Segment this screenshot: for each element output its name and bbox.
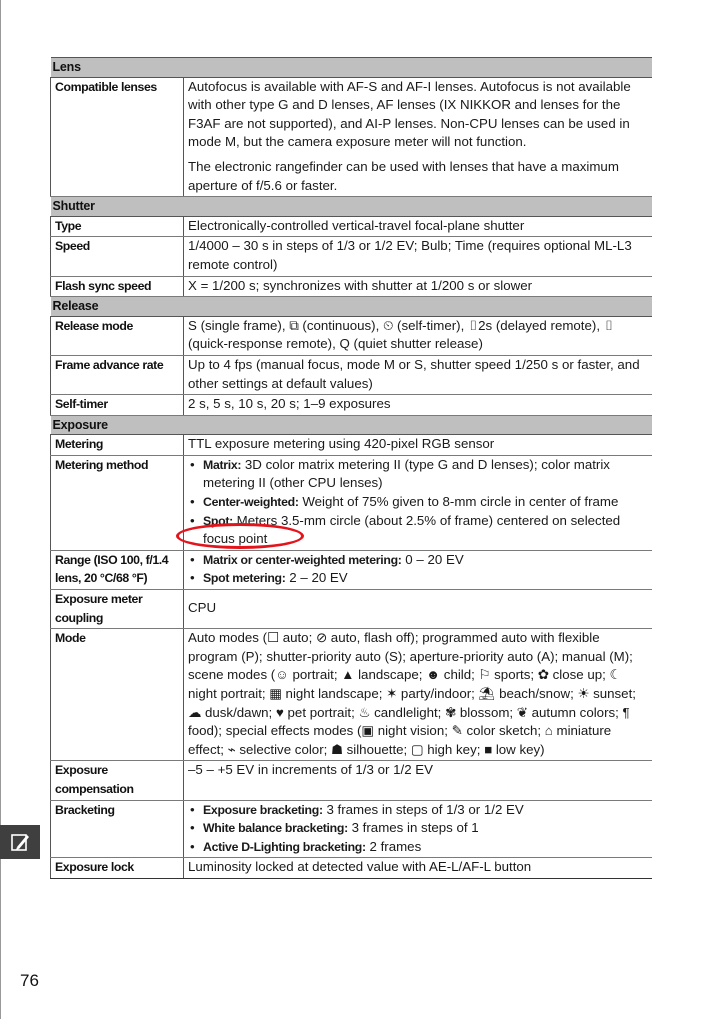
section-header-lens: Lens bbox=[51, 58, 652, 78]
spec-label: Metering bbox=[51, 435, 184, 456]
bullet-text: 2 – 20 EV bbox=[285, 570, 348, 586]
spec-row-mode bbox=[51, 629, 652, 761]
spec-label: Exposure lock bbox=[51, 858, 184, 879]
bullet-item bbox=[188, 838, 649, 857]
spec-label: Type bbox=[51, 216, 184, 237]
spec-label: Frame advance rate bbox=[51, 355, 184, 394]
spec-paragraph: Autofocus is available with AF-S and AF-I lenses. Autofocus is not available with other type G and D lenses, AF lenses (IX NIKKOR and lenses for the F3AF are not supported), and AI-P lenses. Non-CPU lenses can be used in mode M, but the camera exposure meter will not function. bbox=[188, 78, 631, 150]
bullet-term: Spot metering: bbox=[203, 571, 286, 586]
bullet-term: White balance bracketing: bbox=[203, 821, 348, 836]
spec-value: Electronically-controlled vertical-travel focal-plane shutter bbox=[184, 216, 652, 237]
section-header-shutter: Shutter bbox=[51, 197, 652, 217]
spec-row-metering-method bbox=[51, 455, 652, 550]
spec-paragraph: The electronic rangefinder can be used with lenses that have a maximum aperture of f/5.6 or faster. bbox=[188, 158, 619, 193]
spec-label: Exposure meter coupling bbox=[51, 590, 184, 629]
bullet-item bbox=[188, 569, 649, 588]
spec-row-type bbox=[51, 216, 652, 237]
spec-value: TTL exposure metering using 420-pixel RGB sensor bbox=[184, 435, 652, 456]
bullet-list bbox=[188, 801, 649, 857]
spec-value: 2 s, 5 s, 10 s, 20 s; 1–9 exposures bbox=[184, 395, 652, 416]
highlight-circle bbox=[176, 523, 304, 549]
pencil-note-icon bbox=[9, 831, 31, 853]
bullet-term: Center-weighted: bbox=[203, 495, 299, 510]
spec-label: Range (ISO 100, f/1.4 lens, 20 °C/68 °F) bbox=[51, 550, 184, 589]
spec-row-exposure-lock bbox=[51, 858, 652, 879]
bullet-text: 2 frames bbox=[365, 838, 422, 854]
spec-label: Release mode bbox=[51, 316, 184, 355]
bullet-item bbox=[188, 819, 649, 838]
spec-value bbox=[184, 800, 652, 858]
spec-table bbox=[50, 57, 652, 879]
spec-label: Mode bbox=[51, 629, 184, 761]
spec-row-metering bbox=[51, 435, 652, 456]
spec-label: Flash sync speed bbox=[51, 276, 184, 297]
spec-label: Bracketing bbox=[51, 800, 184, 858]
bullet-item bbox=[188, 801, 649, 820]
page-left-edge bbox=[0, 0, 1, 1019]
spec-row-compatible-lenses bbox=[51, 77, 652, 197]
bullet-text: 3D color matrix metering II (type G and D lenses); color matrix metering II (other CPU lenses) bbox=[203, 456, 610, 491]
spec-row-frame-advance-rate bbox=[51, 355, 652, 394]
spec-value: X = 1/200 s; synchronizes with shutter at 1/200 s or slower bbox=[184, 276, 652, 297]
bullet-text: 0 – 20 EV bbox=[401, 551, 464, 567]
spec-value: –5 – +5 EV in increments of 1/3 or 1/2 EV bbox=[184, 761, 652, 800]
spec-row-release-mode bbox=[51, 316, 652, 355]
section-header-exposure: Exposure bbox=[51, 415, 652, 435]
spec-row-speed bbox=[51, 237, 652, 276]
spec-row-exposure-meter-coupling bbox=[51, 590, 652, 629]
spec-label: Exposure compensation bbox=[51, 761, 184, 800]
bullet-item bbox=[188, 456, 649, 493]
spec-value: Auto modes (☐ auto; ⊘ auto, flash off); programmed auto with flexible program (P); shutter-priority auto (S); aperture-priority auto (A); manual (M); scene modes (☺ portrait; ▲ landscape; ☻ child; ⚐ sports; ✿ close up; ☾ night portrait; ▦ night landscape; ✶ party/indoor; ⛱ beach/snow; ☀ sunset; ☁ dusk/dawn; ♥ pet portrait; ♨ candlelight; ✾ blossom; ❦ autumn colors; ¶ food); special effects modes (▣ night vision; ✎ color sketch; ⌂ miniature effect; ⌁ selective color; ☗ silhouette; ▢ high key; ■ low key) bbox=[184, 629, 652, 761]
bullet-term: Spot: bbox=[203, 513, 233, 528]
spec-label: Speed bbox=[51, 237, 184, 276]
spec-label: Self-timer bbox=[51, 395, 184, 416]
bullet-item bbox=[188, 551, 649, 570]
bullet-text: 3 frames in steps of 1/3 or 1/2 EV bbox=[322, 801, 524, 817]
bullet-text: Meters 3.5-mm circle (about 2.5% of frame) centered on selected focus point bbox=[203, 512, 621, 547]
bullet-term: Active D-Lighting bracketing: bbox=[203, 839, 366, 854]
spec-value: CPU bbox=[184, 590, 652, 629]
spec-row-flash-sync-speed bbox=[51, 276, 652, 297]
spec-row-self-timer bbox=[51, 395, 652, 416]
bullet-term: Exposure bracketing: bbox=[203, 802, 323, 817]
spec-row-range bbox=[51, 550, 652, 589]
bullet-item bbox=[188, 493, 649, 512]
section-header-release: Release bbox=[51, 297, 652, 317]
side-tab bbox=[0, 825, 40, 859]
bullet-list bbox=[188, 551, 649, 588]
bullet-text: Weight of 75% given to 8-mm circle in center of frame bbox=[298, 494, 619, 510]
spec-row-exposure-compensation bbox=[51, 761, 652, 800]
spec-value: 1/4000 – 30 s in steps of 1/3 or 1/2 EV; Bulb; Time (requires optional ML-L3 remote control) bbox=[184, 237, 652, 276]
spec-value: S (single frame), ⧉ (continuous), ⏲ (self-timer), ▯2s (delayed remote), ▯ (quick-response remote), Q (quiet shutter release) bbox=[184, 316, 652, 355]
page-number: 76 bbox=[20, 971, 39, 990]
bullet-term: Matrix or center-weighted metering: bbox=[203, 552, 402, 567]
spec-label: Compatible lenses bbox=[51, 77, 184, 197]
spec-value bbox=[184, 550, 652, 589]
spec-value: Up to 4 fps (manual focus, mode M or S, shutter speed 1/250 s or faster, and other settings at default values) bbox=[184, 355, 652, 394]
spec-row-bracketing bbox=[51, 800, 652, 858]
bullet-term: Matrix: bbox=[203, 457, 242, 472]
bullet-text: 3 frames in steps of 1 bbox=[347, 820, 479, 836]
spec-value bbox=[184, 77, 652, 197]
spec-value: Luminosity locked at detected value with AE-L/AF-L button bbox=[184, 858, 652, 879]
spec-label: Metering method bbox=[51, 455, 184, 550]
